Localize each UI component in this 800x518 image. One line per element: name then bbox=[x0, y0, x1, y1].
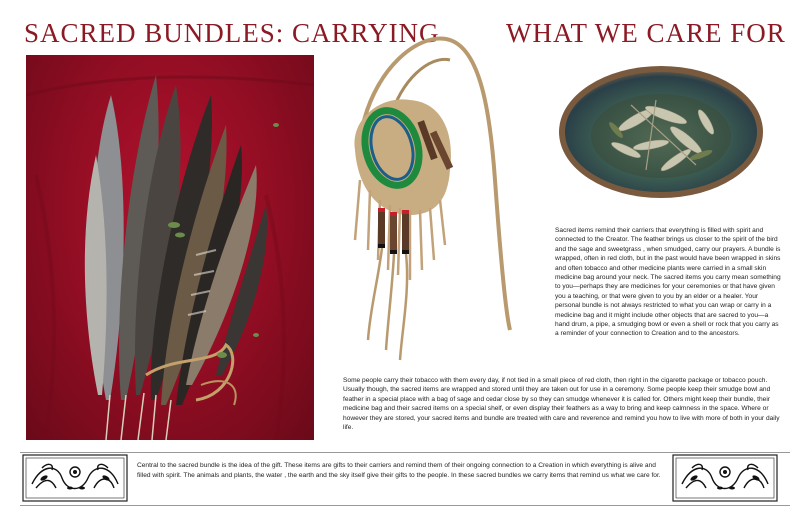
abalone-shell-photo bbox=[556, 60, 766, 202]
ornament-right bbox=[672, 454, 778, 502]
title-left: SACRED BUNDLES: CARRYING bbox=[24, 18, 440, 48]
title-right: WHAT WE CARE FOR bbox=[506, 18, 786, 48]
medicine-bag-photo bbox=[330, 30, 530, 370]
floral-ornament-icon bbox=[672, 454, 778, 502]
footer-text: Central to the sacred bundle is the idea of the gift. These items are gifts to their carriers and remind them of their ongoing connection to a Creation in which everything is alive and filled with spirit. The animals and plants, the water , the earth and the sky itself give their gifts to the people. In these sacred bundles we carry items that remind us what we care for. bbox=[137, 462, 661, 479]
ornament-left bbox=[22, 454, 128, 502]
body-text-middle: Some people carry their tobacco with them every day, if not tied in a small piece of red cloth, then right in the cigarette package or tobacco pouch. Usually though, the sacred items are wrapped and stored until they are taken out for use in a ceremony. Some people keep their smudge bowl and feather in a special place with a bag of sage and cedar close by so they can smudge whenever it is called for. Others might keep their bundle, their medicine bag and their sacred items on a special shelf, or even display their feathers as a way to bring and keep calmness in the space. Where or however they are stored, your sacred items and bundle are treated with care and reverence and remind you how to live with more of both in your daily life. bbox=[343, 377, 780, 432]
feathers-illustration bbox=[26, 55, 314, 440]
abalone-shell-illustration bbox=[556, 60, 766, 202]
feathers-photo bbox=[26, 55, 314, 440]
floral-ornament-icon bbox=[22, 454, 128, 502]
medicine-bag-illustration bbox=[330, 30, 530, 370]
body-text-right: Sacred items remind their carriers that everything is filled with spirit and connected to the Creator. The feather brings us closer to the spirit of the bird and the sage and sweetgrass , when smudged, carry our prayers. A bundle is wrapped, often in red cloth, but in the past would have been wrapped in skins and often tobacco and other medicine plants were carried in a small skin medicine bag around your neck. The sacred items you carry mean something to you—perhaps they are medicines for your ceremonies or that have given you a teaching, or that were given to you by an elder or a healer. Your personal bundle is not always restricted to what you can wrap or carry in a medicine bag and it might include other objects that are sacred to you—a hand drum, a pipe, a smudging bowl or even a shell or rock that you carry as a reminder of your connection to Creation and to the ancestors. bbox=[555, 227, 781, 338]
